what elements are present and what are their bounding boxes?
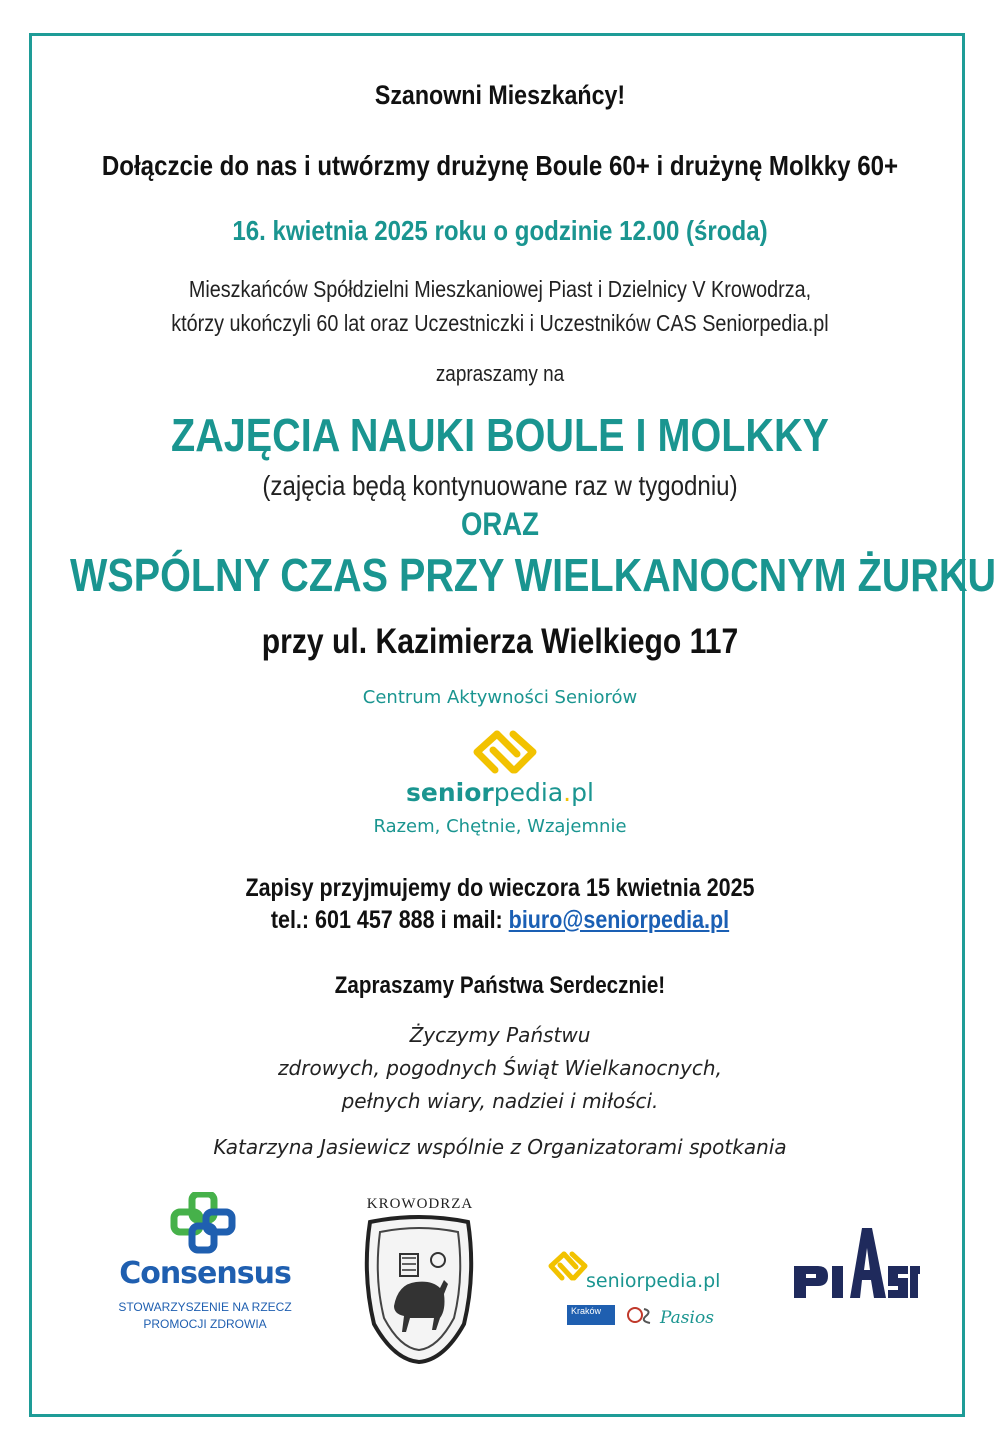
contact-prefix: tel.: 601 457 888 i mail:: [270, 906, 509, 934]
contact-line: [70, 906, 930, 935]
email-link[interactable]: biuro@seniorpedia.pl: [508, 906, 730, 934]
invite-word: zapraszamy na: [435, 361, 565, 386]
audience-line-2: którzy ukończyli 60 lat oraz Uczestniczki i Uczestników CAS Seniorpedia.pl: [171, 310, 829, 336]
greeting: Szanowni Mieszkańcy!: [374, 80, 626, 110]
wishes-line-1: Życzymy Państwu: [409, 1023, 591, 1047]
signup-line: Zapisy przyjmujemy do wieczora 15 kwietnia 2025: [245, 874, 755, 902]
pasios-logo: Pasios: [660, 1308, 714, 1328]
link-icon: [467, 722, 543, 782]
brand-light: pedia: [493, 778, 564, 807]
krowodrza-crest-icon: [360, 1214, 478, 1364]
wishes-line-2: zdrowych, pogodnych Świąt Wielkanocnych,: [278, 1056, 722, 1080]
seniorpedia-footer-name: seniorpedia.pl: [586, 1270, 721, 1292]
closing: Zapraszamy Państwa Serdecznie!: [334, 972, 666, 999]
krowodrza-name: KROWODRZA: [366, 1196, 474, 1212]
cas-small-icon: [626, 1305, 654, 1327]
piast-logo-icon: [794, 1228, 920, 1300]
krakow-logo: Kraków: [567, 1305, 615, 1325]
brand-tld: pl: [571, 778, 594, 807]
invite-teams: Dołączcie do nas i utwórzmy drużynę Boule 60+ i drużynę Molkky 60+: [101, 150, 899, 181]
address: przy ul. Kazimierza Wielkiego 117: [261, 622, 739, 661]
signature: Katarzyna Jasiewicz wspólnie z Organizatorami spotkania: [213, 1135, 787, 1159]
consensus-name: Consensus: [119, 1256, 291, 1291]
conjunction: ORAZ: [461, 506, 539, 542]
wishes-line-3: pełnych wiary, nadziei i miłości.: [341, 1089, 659, 1113]
seniorpedia-small-link-icon: [546, 1248, 590, 1284]
audience-line-1: Mieszkańców Spółdzielni Mieszkaniowej Piast i Dzielnicy V Krowodrza,: [188, 276, 812, 302]
second-event-title: WSPÓLNY CZAS PRZY WIELKANOCNYM ŻURKU: [70, 549, 997, 601]
event-date: 16. kwietnia 2025 roku o godzinie 12.00 (środa): [232, 215, 768, 246]
consensus-sub-1: STOWARZYSZENIE NA RZECZ: [118, 1300, 292, 1314]
center-logo-top-text: Centrum Aktywności Seniorów: [362, 687, 638, 708]
consensus-sub-2: PROMOCJI ZDROWIA: [143, 1317, 267, 1331]
brand-bold: senior: [406, 778, 494, 807]
brand-dot: .: [563, 778, 572, 807]
activity-title: ZAJĘCIA NAUKI BOULE I MOLKKY: [171, 409, 829, 461]
center-logo-brand: [0, 778, 1000, 807]
center-logo-slogan: Razem, Chętnie, Wzajemnie: [373, 816, 627, 837]
activity-note: (zajęcia będą kontynuowane raz w tygodniu): [262, 470, 738, 501]
consensus-cross-icon: [170, 1192, 238, 1254]
